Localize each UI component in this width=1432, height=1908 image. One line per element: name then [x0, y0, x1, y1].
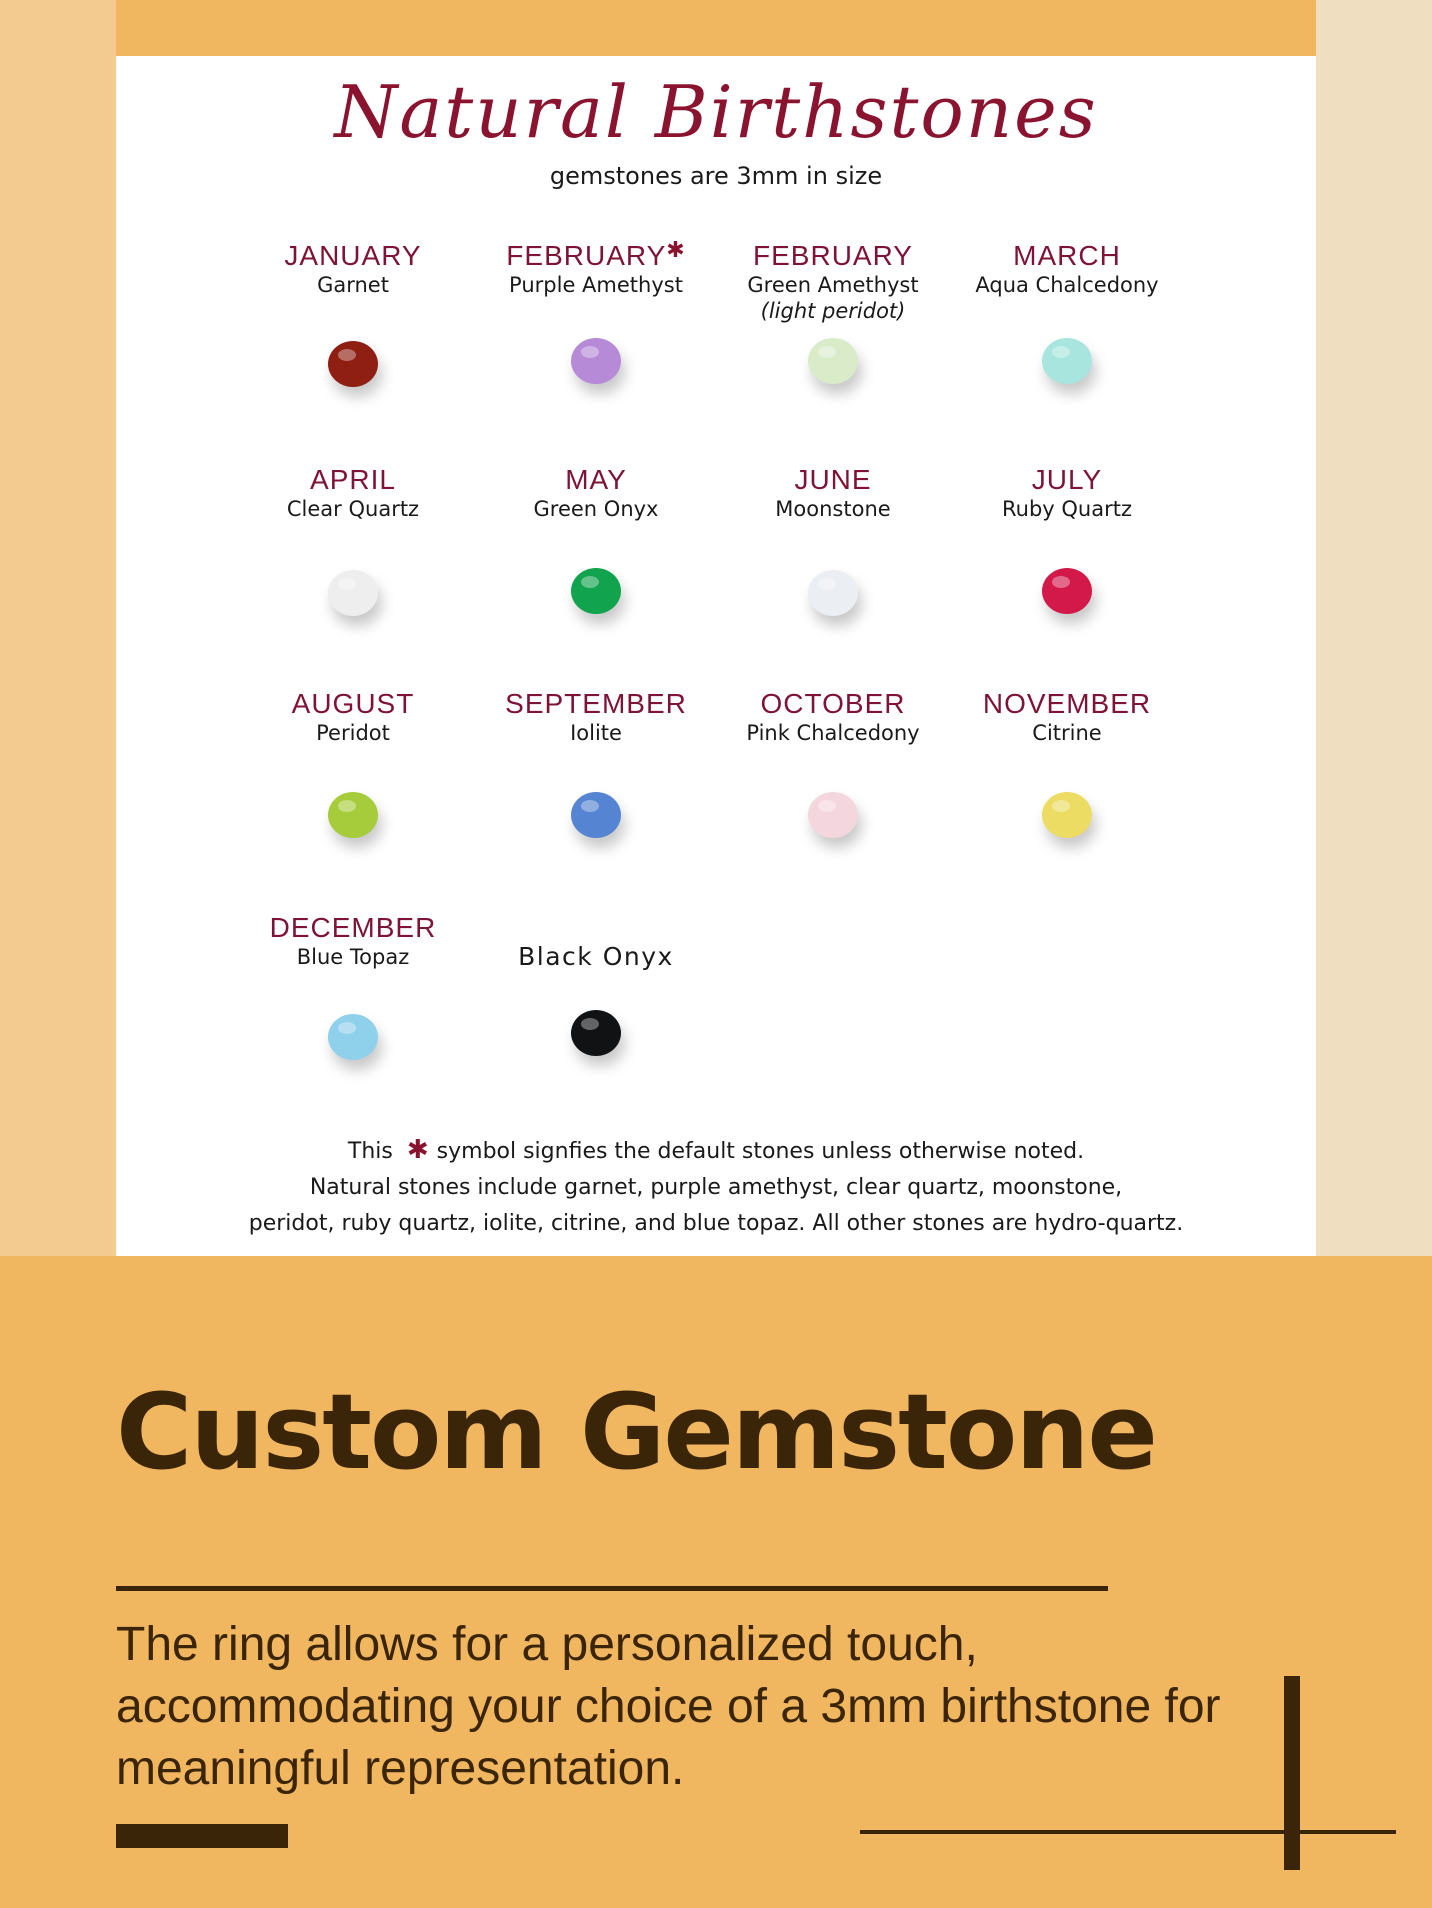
gem-green-onyx-icon: [571, 568, 621, 614]
stone-month: SEPTEMBER: [505, 688, 687, 719]
stone-february-purple: [466, 237, 726, 298]
footnote-line-3: peridot, ruby quartz, iolite, citrine, and blue topaz. All other stones are hydro-quartz.: [248, 1211, 1184, 1236]
stone-month: JULY: [1031, 464, 1103, 495]
stone-black-onyx: [466, 942, 726, 972]
stone-july: [937, 464, 1197, 522]
section-headline: Custom Gemstone: [116, 1371, 1156, 1493]
stone-september: [466, 688, 726, 746]
stone-february-green: [703, 240, 963, 324]
top-band: [116, 0, 1316, 56]
gem-peridot-icon: [328, 792, 378, 838]
stone-june: [703, 464, 963, 522]
stone-october: [703, 688, 963, 746]
gem-iolite-icon: [571, 792, 621, 838]
stone-name: Purple Amethyst: [509, 273, 683, 297]
accent-bar: [116, 1824, 288, 1848]
stone-december: [223, 912, 483, 970]
footnote-line-1: This ✱ symbol signfies the default stones unless otherwise noted.: [347, 1135, 1085, 1165]
gem-clear-quartz-icon: [328, 570, 378, 616]
right-side-strip: [1316, 0, 1432, 1256]
footnote-line-2: Natural stones include garnet, purple amethyst, clear quartz, moonstone,: [309, 1175, 1123, 1200]
stone-month: NOVEMBER: [982, 688, 1152, 719]
chart-footnote: [116, 1132, 1316, 1242]
gem-moonstone-icon: [808, 570, 858, 616]
stone-name: Citrine: [1032, 721, 1102, 745]
gem-black-onyx-icon: [571, 1010, 621, 1056]
gem-aqua-chalcedony-icon: [1042, 338, 1092, 384]
stone-name: Clear Quartz: [286, 497, 420, 521]
stone-name: Blue Topaz: [296, 945, 410, 969]
stone-month: OCTOBER: [760, 688, 906, 719]
gem-citrine-icon: [1042, 792, 1092, 838]
stone-name: Iolite: [570, 721, 622, 745]
stone-august: [223, 688, 483, 746]
birthstone-chart-card: [116, 56, 1316, 1256]
stone-month: MAY: [565, 464, 627, 495]
gem-pink-chalcedony-icon: [808, 792, 858, 838]
stone-january: [223, 240, 483, 298]
default-marker-icon: ✱: [666, 237, 686, 262]
stone-may: [466, 464, 726, 522]
stone-month: DECEMBER: [269, 912, 437, 943]
stone-month: JANUARY: [284, 240, 422, 271]
stone-name: Aqua Chalcedony: [975, 273, 1159, 297]
stone-name: Peridot: [316, 721, 390, 745]
stone-name: Green Onyx: [533, 497, 659, 521]
stone-note: (light peridot): [760, 299, 906, 323]
gem-blue-topaz-icon: [328, 1014, 378, 1060]
vertical-rule: [1284, 1676, 1300, 1870]
stone-month: FEBRUARY✱: [506, 237, 686, 271]
divider-rule: [116, 1586, 1108, 1591]
stone-name: Moonstone: [775, 497, 891, 521]
stone-april: [223, 464, 483, 522]
left-side-strip: [0, 0, 116, 1256]
stone-name: Black Onyx: [518, 942, 674, 971]
stone-name: Green Amethyst: [747, 273, 919, 297]
gem-ruby-quartz-icon: [1042, 568, 1092, 614]
default-marker-icon: ✱: [406, 1135, 429, 1165]
stone-november: [937, 688, 1197, 746]
stone-month: AUGUST: [291, 688, 415, 719]
gem-garnet-icon: [328, 341, 378, 387]
stone-name: Garnet: [317, 273, 389, 297]
chart-subtitle: gemstones are 3mm in size: [549, 162, 883, 190]
chart-title: Natural Birthstones: [334, 70, 1098, 154]
stone-month: MARCH: [1013, 240, 1121, 271]
gem-green-amethyst-icon: [808, 338, 858, 384]
stone-month: JUNE: [794, 464, 872, 495]
bottom-rule: [860, 1830, 1396, 1834]
stone-march: [937, 240, 1197, 298]
stone-month: FEBRUARY: [753, 240, 913, 271]
stone-name: Ruby Quartz: [1002, 497, 1132, 521]
gem-purple-amethyst-icon: [571, 338, 621, 384]
stone-name: Pink Chalcedony: [746, 721, 920, 745]
stone-month: APRIL: [310, 464, 396, 495]
section-body: The ring allows for a personalized touch, accommodating your choice of a 3mm birthstone for meaningful representation.: [116, 1618, 1221, 1795]
